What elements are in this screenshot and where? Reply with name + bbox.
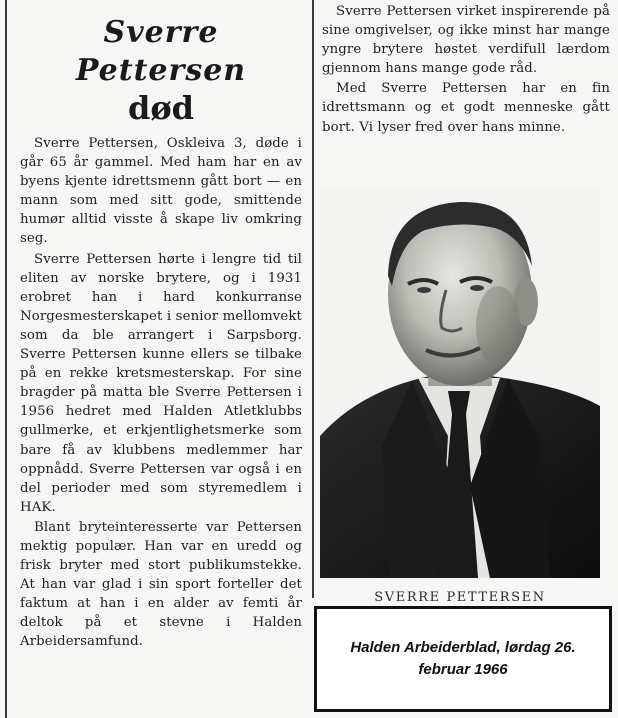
article-paragraph-3: Blant bryteinteresserte var Pettersen mektig populær. Han var en uredd og frisk bryter med stort publikumstekke. At han var glad i sin sport forteller det faktum at han i en alder av femti år deltok på et stevne i Halden Arbeidersamfund. <box>20 519 302 650</box>
photo-caption: SVERRE PETTERSEN <box>374 590 546 605</box>
source-note-line2: februar 1966 <box>418 661 508 678</box>
headline-dod: død <box>127 89 195 127</box>
source-note-box <box>314 606 612 712</box>
article-paragraph-5: Med Sverre Pettersen har en fin idrettsmann og et godt menneske gått bort. Vi lyser fred over hans minne. <box>322 81 610 135</box>
article-paragraph-2: Sverre Pettersen hørte i lengre tid til eliten av norske brytere, og i 1931 erobret han i hard konkurranse Norgesmesterskapet i senior mellomvekt som da ble arrangert i Sarpsborg. Sverre Pettersen kunne ellers se tilbake på en rekke kretsmesterskap. For sine bragder på matta ble Sverre Pettersen i 1956 hedret med Halden Atletklubbs gullmerke, et erkjentlighetsmerke som bare få av klubbens medlemmer har oppnådd. Sverre Pettersen var også i en del perioder med som styremedlem i HAK. <box>20 251 302 515</box>
portrait-illustration <box>320 186 600 578</box>
left-column <box>20 14 302 652</box>
column-rule-middle <box>312 0 314 598</box>
column-rule-left <box>5 0 7 718</box>
source-note <box>333 637 593 681</box>
article-paragraph-4: Sverre Pettersen virket inspirerende på sine omgivelser, og ikke minst har mange yngre brytere høstet verdifull lærdom gjennom hans mange gode råd. <box>322 4 610 77</box>
source-note-line1: Halden Arbeiderblad, lørdag 26. <box>350 639 576 656</box>
right-column <box>322 2 610 137</box>
headline-name: Sverre Pettersen <box>75 15 247 88</box>
article-paragraph-1: Sverre Pettersen, Oskleiva 3, døde i går 65 år gammel. Med ham har en av byens kjente idrettsmenn gått bort — en mann som med sitt gode, smittende humør alltid visste å skape liv omkring seg. <box>20 136 302 247</box>
portrait-photo <box>320 186 600 578</box>
